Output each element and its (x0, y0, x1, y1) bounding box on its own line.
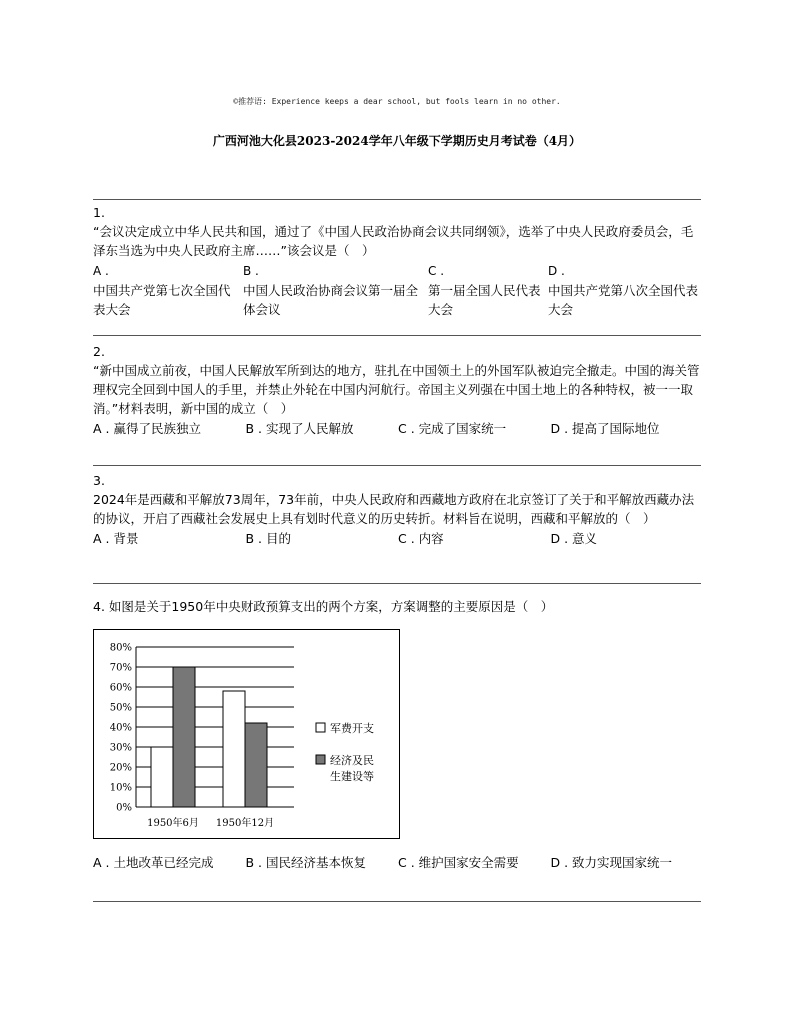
option-d[interactable]: D . 中国共产党第八次全国代表大会 (548, 264, 699, 317)
question-2 (93, 342, 703, 438)
option-a[interactable]: A . 土地改革已经完成 (93, 855, 214, 870)
option-a[interactable]: A . 背景 (93, 531, 139, 546)
question-stem: 4. 如图是关于1950年中央财政预算支出的两个方案，方案调整的主要原因是（ ） (93, 599, 554, 614)
question-number: 1. (93, 205, 105, 220)
y-tick-label: 80% (109, 642, 132, 654)
question-stem: “新中国成立前夜，中国人民解放军所到达的地方，驻扎在中国领土上的外国军队被迫完全撤走。中国的海关管理权完全回到中国人的手里，并禁止外轮在中国内河航行。帝国主义列强在中国土地上的各种特权，被一一取消。”材料表明，新中国的成立（ ） (93, 363, 700, 416)
y-tick-label: 70% (109, 662, 132, 674)
divider (93, 583, 701, 584)
option-d[interactable]: D . 致力实现国家统一 (550, 855, 673, 870)
question-number: 2. (93, 344, 105, 359)
divider (93, 335, 701, 336)
legend-label: 军费开支 (330, 722, 374, 735)
y-tick-label: 60% (109, 682, 132, 694)
question-stem: 2024年是西藏和平解放73周年，73年前，中央人民政府和西藏地方政府在北京签订了关于和平解放西藏办法的协议，开启了西藏社会发展史上具有划时代意义的历史转折。材料旨在说明，西藏和平解放的（ ） (93, 492, 695, 526)
question-stem: “会议决定成立中华人民共和国，通过了《中国人民政治协商会议共同纲领》，选举了中央人民政府委员会，毛泽东当选为中央人民政府主席……”该会议是（ ） (93, 224, 694, 258)
page-title: 广西河池大化县2023-2024学年八年级下学期历史月考试卷（4月） (212, 134, 582, 148)
option-c[interactable]: C . 第一届全国人民代表大会 (428, 264, 541, 317)
motto: ©推荐语: Experience keeps a dear school, but fools learn in no other. (233, 97, 561, 106)
y-tick-label: 40% (109, 722, 132, 734)
divider (93, 199, 701, 200)
question-1 (93, 203, 703, 319)
y-tick-label: 20% (109, 762, 132, 774)
question-4-options (93, 853, 703, 872)
budget-chart (93, 629, 400, 839)
divider (93, 465, 701, 466)
option-c[interactable]: C . 内容 (398, 531, 444, 546)
option-d[interactable]: D . 提高了国际地位 (550, 421, 660, 436)
option-b[interactable]: B . 目的 (245, 531, 291, 546)
x-tick-label: 1950年6月 (147, 818, 199, 829)
legend-label: 生建设等 (330, 770, 374, 783)
option-b[interactable]: B . 中国人民政治协商会议第一届全体会议 (243, 264, 419, 317)
option-b[interactable]: B . 国民经济基本恢复 (245, 855, 366, 870)
question-3 (93, 471, 703, 548)
y-tick-label: 0% (116, 802, 132, 814)
y-tick-label: 30% (109, 742, 132, 754)
option-c[interactable]: C . 维护国家安全需要 (398, 855, 519, 870)
question-number: 3. (93, 473, 105, 488)
option-c[interactable]: C . 完成了国家统一 (398, 421, 507, 436)
bar-military (223, 691, 245, 807)
legend-swatch-military (316, 723, 325, 732)
y-tick-label: 10% (109, 782, 132, 794)
chart-svg (94, 630, 398, 837)
option-d[interactable]: D . 意义 (550, 531, 598, 546)
bar-military (151, 747, 173, 807)
divider (93, 901, 701, 902)
option-a[interactable]: A . 中国共产党第七次全国代表大会 (93, 264, 231, 317)
bar-economy (245, 723, 267, 807)
legend-swatch-economy (316, 755, 325, 764)
x-tick-label: 1950年12月 (215, 818, 275, 829)
bar-economy (173, 667, 195, 807)
legend-label: 经济及民 (330, 754, 374, 767)
option-a[interactable]: A . 赢得了民族独立 (93, 421, 201, 436)
option-b[interactable]: B . 实现了人民解放 (245, 421, 354, 436)
question-4 (93, 597, 703, 616)
y-tick-label: 50% (109, 702, 132, 714)
options-list (93, 262, 703, 319)
